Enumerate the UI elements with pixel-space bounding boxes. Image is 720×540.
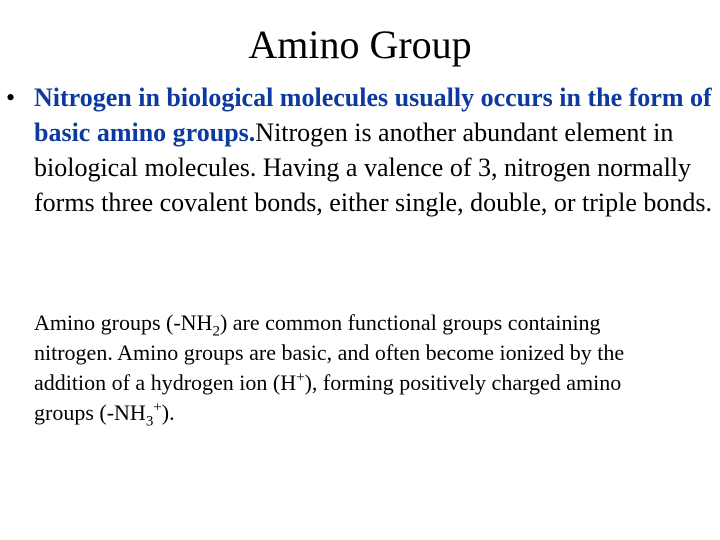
superscript-plus-2: +	[153, 399, 162, 416]
paragraph-part-2: ) are common functional groups containing nitrogen. Amino groups are basic, and often become ionized by the addition of a hydrogen ion (H	[34, 310, 625, 395]
paragraph-part-1: Amino groups (-NH	[34, 310, 213, 335]
amino-paragraph	[34, 308, 684, 428]
bullet-normal-text: Nitrogen is another abundant element in biological molecules. Having a valence of 3, nitrogen normally forms three covalent bonds, either single, double, or triple bonds.	[34, 118, 713, 217]
subscript-3: 3	[145, 413, 154, 430]
bullet-bold-text: Nitrogen in biological molecules usually occurs in the form of basic amino groups.	[34, 83, 712, 147]
bullet-marker: •	[6, 83, 16, 112]
bullet-text	[34, 80, 718, 220]
paragraph-part-4: ).	[161, 400, 175, 425]
slide-title: Amino Group	[248, 22, 472, 67]
paragraph-part-3: ), forming positively charged amino groups (-NH	[34, 370, 622, 425]
superscript-plus: +	[296, 369, 305, 386]
subscript-2: 2	[212, 323, 220, 340]
